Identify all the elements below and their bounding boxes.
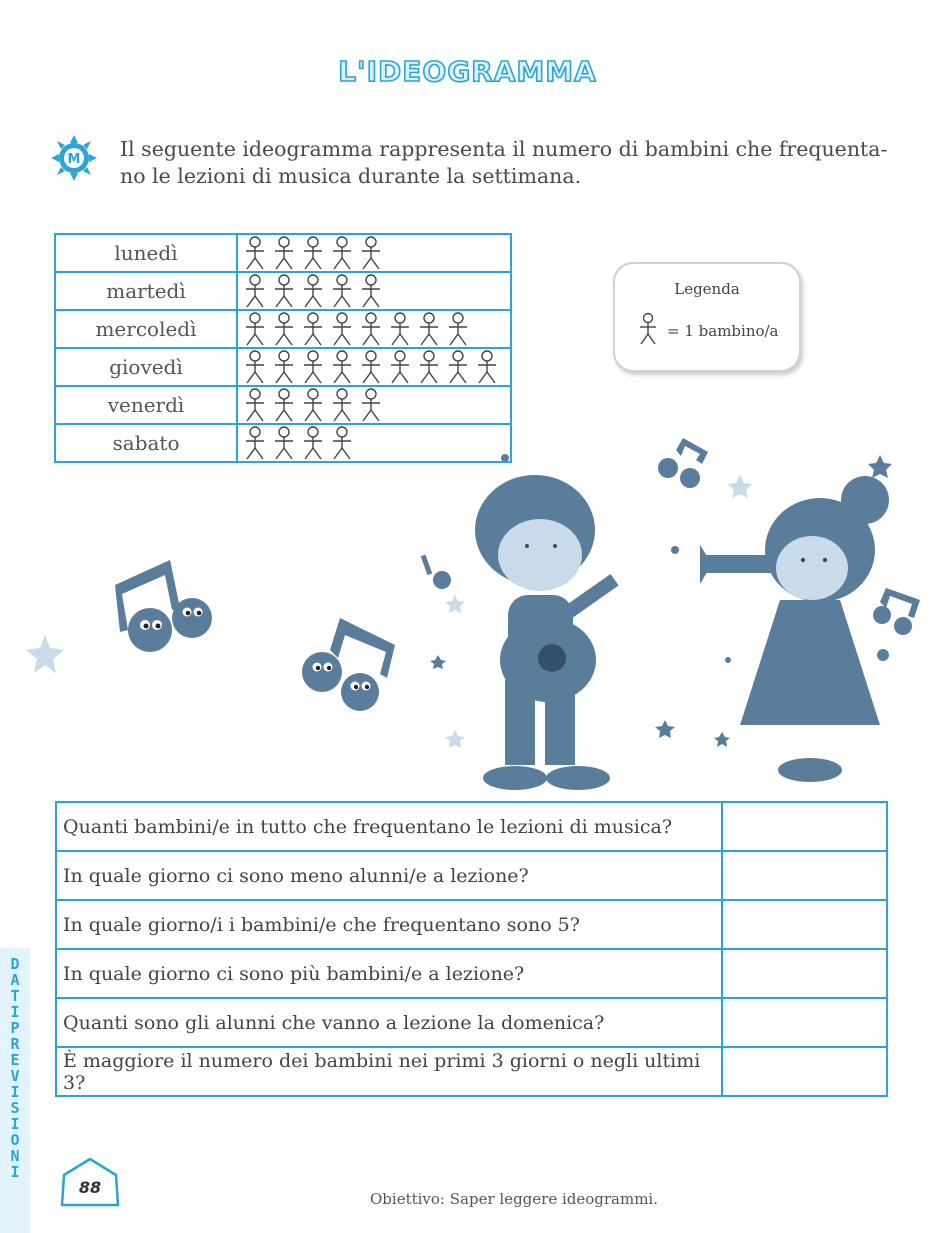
question-row [56, 802, 887, 851]
day-label: venerdì [55, 386, 237, 424]
child-figure-icon [474, 349, 500, 385]
answer-cell[interactable] [722, 998, 887, 1047]
footer-objective: Obiettivo: Saper leggere ideogrammi. [370, 1190, 658, 1208]
day-label: lunedì [55, 234, 237, 272]
legend-box [613, 262, 801, 372]
child-figure-icon [271, 387, 297, 423]
day-label: sabato [55, 424, 237, 462]
ideogram-row [55, 386, 511, 424]
child-figure-icon [329, 235, 355, 271]
child-figure-icon [300, 235, 326, 271]
child-figure-icon [358, 311, 384, 347]
child-figure-icon [358, 273, 384, 309]
child-figure-icon [300, 349, 326, 385]
figures-cell [237, 272, 511, 310]
question-text: In quale giorno ci sono più bambini/e a lezione? [56, 949, 722, 998]
child-figure-icon [329, 311, 355, 347]
legend-title: Legenda [674, 280, 740, 298]
day-label: giovedì [55, 348, 237, 386]
question-row [56, 900, 887, 949]
child-figure-icon [637, 312, 659, 346]
figures-cell [237, 386, 511, 424]
child-figure-icon [242, 273, 268, 309]
question-text: Quanti bambini/e in tutto che frequentano le lezioni di musica? [56, 802, 722, 851]
child-figure-icon [387, 311, 413, 347]
ideogram-row [55, 272, 511, 310]
legend-value: = 1 bambino/a [667, 322, 779, 340]
answer-cell[interactable] [722, 949, 887, 998]
day-label: mercoledì [55, 310, 237, 348]
section-label-previsioni: P R E V I S I O N I [10, 1019, 20, 1181]
child-figure-icon [271, 349, 297, 385]
svg-text:M: M [67, 152, 81, 167]
child-figure-icon [300, 273, 326, 309]
question-text: Quanti sono gli alunni che vanno a lezione la domenica? [56, 998, 722, 1047]
question-row [56, 1047, 887, 1096]
child-figure-icon [300, 311, 326, 347]
question-text: In quale giorno/i i bambini/e che frequentano sono 5? [56, 900, 722, 949]
child-figure-icon [242, 387, 268, 423]
answer-cell[interactable] [722, 900, 887, 949]
child-figure-icon [387, 349, 413, 385]
child-figure-icon [416, 311, 442, 347]
figures-cell [237, 310, 511, 348]
answer-cell[interactable] [722, 802, 887, 851]
question-text: In quale giorno ci sono meno alunni/e a lezione? [56, 851, 722, 900]
question-row [56, 851, 887, 900]
child-figure-icon [416, 349, 442, 385]
child-figure-icon [271, 311, 297, 347]
intro-text: Il seguente ideogramma rappresenta il numero di bambini che frequenta-no le lezioni di musica durante la settimana. [120, 137, 888, 188]
page-number: 88 [78, 1178, 102, 1197]
child-figure-icon [445, 311, 471, 347]
child-figure-icon [329, 273, 355, 309]
answer-cell[interactable] [722, 1047, 887, 1096]
ideogram-row [55, 348, 511, 386]
question-text: È maggiore il numero dei bambini nei primi 3 giorni o negli ultimi 3? [56, 1047, 722, 1096]
answer-cell[interactable] [722, 851, 887, 900]
figures-cell [237, 234, 511, 272]
child-figure-icon [300, 387, 326, 423]
side-band [0, 948, 30, 1233]
music-children-illustration [0, 430, 935, 810]
child-figure-icon [358, 387, 384, 423]
child-figure-icon [329, 349, 355, 385]
question-row [56, 998, 887, 1047]
child-figure-icon [358, 235, 384, 271]
child-figure-icon [329, 387, 355, 423]
question-row [56, 949, 887, 998]
page-title: L'IDEOGRAMMA [338, 55, 597, 88]
figures-cell [237, 348, 511, 386]
section-label-dati: D A T I [10, 955, 20, 1021]
child-figure-icon [358, 349, 384, 385]
child-figure-icon [271, 273, 297, 309]
child-figure-icon [242, 349, 268, 385]
child-figure-icon [242, 311, 268, 347]
child-figure-icon [242, 235, 268, 271]
questions-table [55, 801, 888, 1097]
method-badge-icon [51, 135, 97, 181]
day-label: martedì [55, 272, 237, 310]
ideogram-row [55, 310, 511, 348]
child-figure-icon [271, 235, 297, 271]
ideogram-table [54, 233, 512, 463]
ideogram-row [55, 234, 511, 272]
child-figure-icon [445, 349, 471, 385]
